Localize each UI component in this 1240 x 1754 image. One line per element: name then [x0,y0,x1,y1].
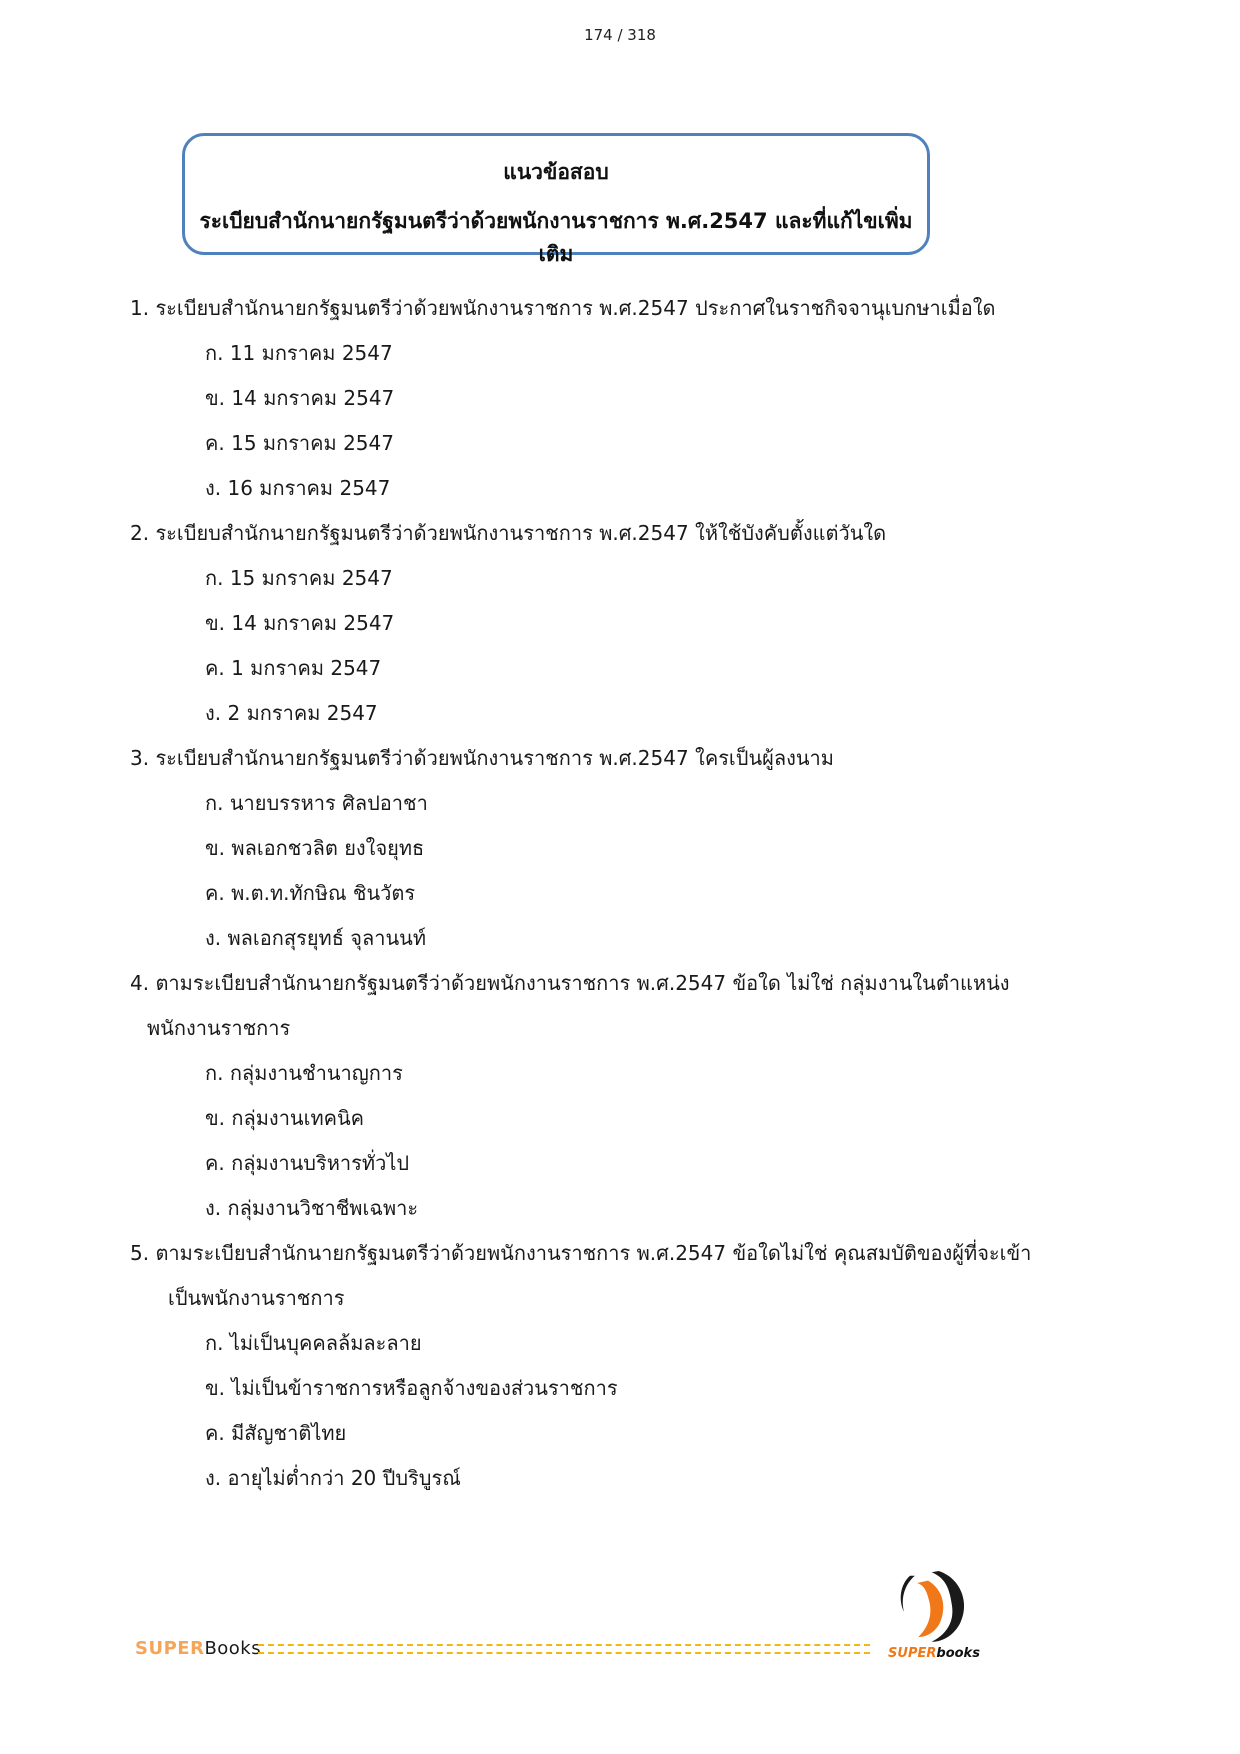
choice-c: ค. กลุ่มงานบริหารทั่วไป [205,1151,410,1175]
question-text-continued: พนักงานราชการ [147,1016,291,1040]
choice-d: ง. อายุไม่ต่ำกว่า 20 ปีบริบูรณ์ [205,1466,461,1490]
page-number: 174 / 318 [584,26,656,44]
question-3 [0,736,1240,961]
question-text: 4. ตามระเบียบสำนักนายกรัฐมนตรีว่าด้วยพนักงานราชการ พ.ศ.2547 ข้อใด ไม่ใช่ กลุ่มงานในตำแหน่ง [130,971,1010,995]
choice-c: ค. 15 มกราคม 2547 [205,431,394,455]
exam-header-subtitle: ระเบียบสำนักนายกรัฐมนตรีว่าด้วยพนักงานราชการ พ.ศ.2547 และที่แก้ไขเพิ่มเติม [199,209,913,266]
question-4 [0,961,1240,1231]
choice-b: ข. กลุ่มงานเทคนิค [205,1106,365,1130]
footer-brand-books: Books [204,1638,262,1659]
question-text: 3. ระเบียบสำนักนายกรัฐมนตรีว่าด้วยพนักงานราชการ พ.ศ.2547 ใครเป็นผู้ลงนาม [130,746,834,770]
question-text: 2. ระเบียบสำนักนายกรัฐมนตรีว่าด้วยพนักงานราชการ พ.ศ.2547 ให้ใช้บังคับตั้งแต่วันใด [130,521,887,545]
page-footer [0,1560,1240,1700]
question-list [0,286,1240,1501]
question-1 [0,286,1240,511]
choice-d: ง. 2 มกราคม 2547 [205,701,378,725]
question-text: 1. ระเบียบสำนักนายกรัฐมนตรีว่าด้วยพนักงานราชการ พ.ศ.2547 ประกาศในราชกิจจานุเบกษาเมื่อใด [130,296,996,320]
exam-header-box [182,133,930,266]
question-text: 5. ตามระเบียบสำนักนายกรัฐมนตรีว่าด้วยพนักงานราชการ พ.ศ.2547 ข้อใดไม่ใช่ คุณสมบัติของผู้ที่จะเข้า [130,1241,1032,1265]
choice-b: ข. 14 มกราคม 2547 [205,386,395,410]
choice-c: ค. 1 มกราคม 2547 [205,656,382,680]
choice-c: ค. พ.ต.ท.ทักษิณ ชินวัตร [205,881,416,905]
footer-brand-text [135,1638,261,1659]
choice-d: ง. พลเอกสุรยุทธ์ จุลานนท์ [205,926,427,950]
superbooks-swoosh-icon [888,1568,980,1646]
footer-dashed-rule [258,1644,870,1654]
exam-header-title: แนวข้อสอบ [503,160,609,184]
question-text-continued: เป็นพนักงานราชการ [168,1286,345,1310]
choice-b: ข. 14 มกราคม 2547 [205,611,395,635]
question-5 [0,1231,1240,1501]
choice-a: ก. กลุ่มงานชำนาญการ [205,1061,403,1085]
choice-b: ข. ไม่เป็นข้าราชการหรือลูกจ้างของส่วนราชการ [205,1376,618,1400]
choice-a: ก. ไม่เป็นบุคคลล้มละลาย [205,1331,422,1355]
superbooks-logo [888,1568,980,1672]
choice-a: ก. 11 มกราคม 2547 [205,341,393,365]
choice-d: ง. 16 มกราคม 2547 [205,476,391,500]
choice-b: ข. พลเอกชวลิต ยงใจยุทธ [205,836,425,860]
choice-a: ก. นายบรรหาร ศิลปอาชา [205,791,428,815]
choice-d: ง. กลุ่มงานวิชาชีพเฉพาะ [205,1196,419,1220]
superbooks-logo-text [888,1646,980,1661]
logo-text-super: SUPER [888,1646,937,1661]
choice-c: ค. มีสัญชาติไทย [205,1421,347,1445]
choice-a: ก. 15 มกราคม 2547 [205,566,393,590]
footer-brand-super: SUPER [135,1638,205,1659]
logo-text-books: books [936,1646,980,1661]
question-2 [0,511,1240,736]
